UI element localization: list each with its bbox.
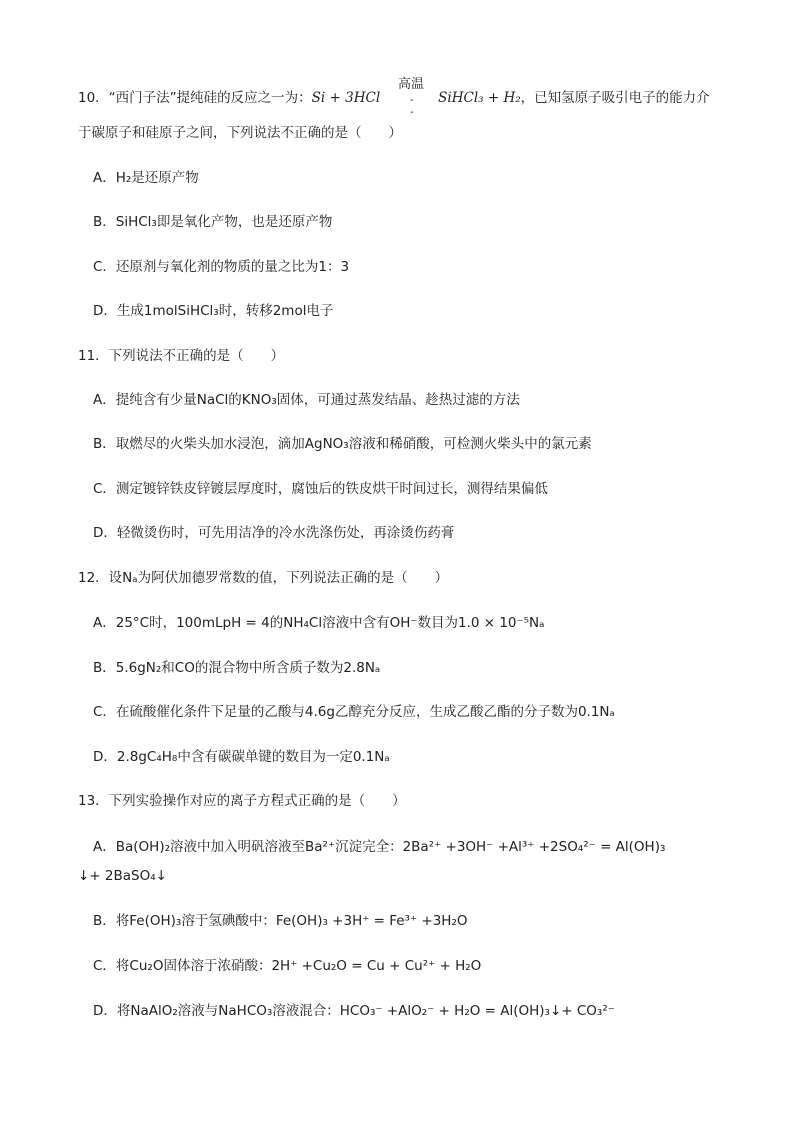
q10-option-b: B．SiHCl₃即是氧化产物，也是还原产物 bbox=[93, 214, 333, 230]
q13-option-a: A．Ba(OH)₂溶液中加入明矾溶液至Ba²⁺沉淀完全：2Ba²⁺ +3OH⁻ +Al³⁺ +2SO₄²⁻ = Al(OH)₃ bbox=[93, 839, 666, 855]
q13-option-d: D．将NaAlO₂溶液与NaHCO₃溶液混合：HCO₃⁻ +AlO₂⁻ + H₂O = Al(OH)₃↓+ CO₃²⁻ bbox=[93, 1003, 615, 1019]
q10-option-c: C．还原剂与氧化剂的物质的量之比为1：3 bbox=[93, 259, 350, 275]
q10-stem-a: 10．“西门子法”提纯硅的反应之一为： bbox=[78, 90, 312, 106]
q12-option-a: A．25°C时，100mLpH = 4的NH₄Cl溶液中含有OH⁻数目为1.0 × 10⁻⁵Nₐ bbox=[93, 615, 545, 631]
q11-option-c: C．测定镀锌铁皮锌镀层厚度时，腐蚀后的铁皮烘干时间过长，测得结果偏低 bbox=[93, 481, 548, 497]
q10-stem-b: ，已知氢原子吸引电子的能力介 bbox=[520, 90, 710, 106]
q10-reaction-condition: 高温 bbox=[398, 77, 425, 92]
q13-option-a-continued: ↓+ 2BaSO₄↓ bbox=[78, 868, 167, 884]
q10-equation-right: SiHCl₃ + H₂ bbox=[438, 90, 521, 106]
q10-condition-mark: - bbox=[410, 95, 414, 106]
q12-stem: 12．设Nₐ为阿伏加德罗常数的值，下列说法正确的是（ ） bbox=[78, 570, 449, 586]
q11-option-a: A．提纯含有少量NaCl的KNO₃固体，可通过蒸发结晶、趁热过滤的方法 bbox=[93, 392, 520, 408]
q10-equation-left: Si + 3HCl bbox=[311, 90, 381, 106]
q12-option-c: C．在硫酸催化条件下足量的乙酸与4.6g乙醇充分反应，生成乙酸乙酯的分子数为0.1Nₐ bbox=[93, 704, 615, 720]
q11-option-d: D．轻微烫伤时，可先用洁净的冷水洗涤伤处，再涂烫伤药膏 bbox=[93, 525, 455, 541]
q13-option-c: C．将Cu₂O固体溶于浓硝酸：2H⁺ +Cu₂O = Cu + Cu²⁺ + H₂O bbox=[93, 958, 482, 974]
q12-option-b: B．5.6gN₂和CO的混合物中所含质子数为2.8Nₐ bbox=[93, 660, 381, 676]
q10-option-a: A．H₂是还原产物 bbox=[93, 170, 199, 186]
q12-option-d: D．2.8gC₄H₈中含有碳碳单键的数目为一定0.1Nₐ bbox=[93, 749, 390, 765]
q10-condition-mark-2: - bbox=[410, 107, 414, 118]
q11-stem: 11．下列说法不正确的是（ ） bbox=[78, 348, 285, 364]
q13-stem: 13．下列实验操作对应的离子方程式正确的是（ ） bbox=[78, 793, 406, 809]
q11-option-b: B．取燃尽的火柴头加水浸泡，滴加AgNO₃溶液和稀硝酸，可检测火柴头中的氯元素 bbox=[93, 436, 592, 452]
q10-stem-line1 bbox=[78, 89, 710, 107]
q10-stem-line2: 于碳原子和硅原子之间，下列说法不正确的是（ ） bbox=[78, 125, 402, 141]
q13-option-b: B．将Fe(OH)₃溶于氢碘酸中：Fe(OH)₃ +3H⁺ = Fe³⁺ +3H₂O bbox=[93, 913, 468, 929]
q10-option-d: D．生成1molSiHCl₃时，转移2mol电子 bbox=[93, 303, 334, 319]
